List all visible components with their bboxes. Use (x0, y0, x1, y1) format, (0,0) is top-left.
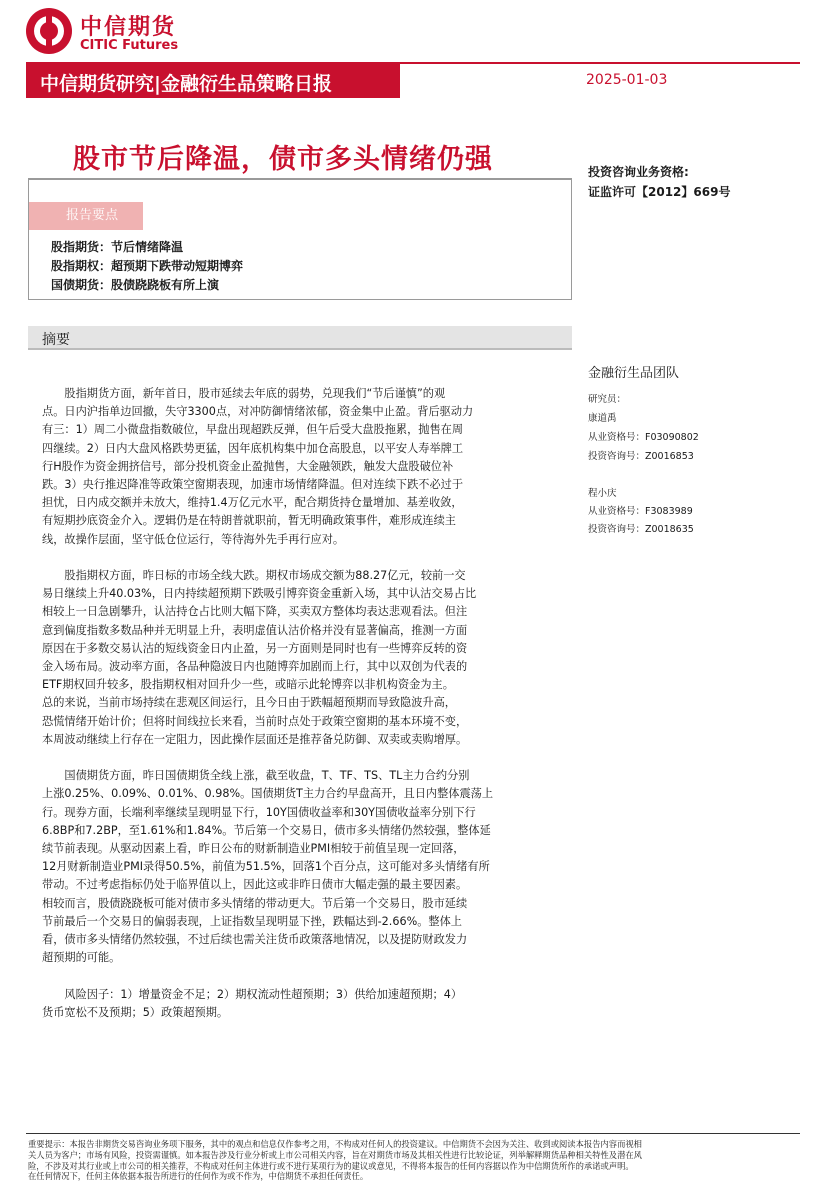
body-text-line: 超预期的可能。 (42, 951, 121, 965)
body-text-line: ETF期权回升较多，股指期权相对回升少一些，或暗示此轮博弈以非机构资金为主。 (42, 678, 454, 692)
team-line: 从业资格号：F3083989 (588, 506, 693, 517)
team-line: 从业资格号：F03090802 (588, 432, 699, 443)
key-points-box (28, 178, 572, 300)
body-text-line: 有短期抄底资金介入。逻辑仍是在特朗普就职前，暂无明确政策事件，难形成连续主 (42, 514, 456, 528)
body-text-line: 风险因子：1）增量资金不足；2）期权流动性超预期；3）供给加速超预期；4） (42, 987, 463, 1001)
report-date: 2025-01-03 (586, 72, 668, 88)
key-point-index-options: 股指期权：超预期下跌带动短期博弈 (51, 259, 244, 273)
body-text-line: 国债期货方面，昨日国债期货全线上涨，截至收盘，T、TF、TS、TL主力合约分别 (42, 769, 470, 783)
footer-divider (26, 1133, 800, 1134)
body-text-line: 有三：1）周二小微盘指数破位，早盘出现超跌反弹，但午后受大盘股拖累，抛售在周 (42, 423, 464, 437)
body-text-line: 相较上一日急剧攀升，认沽持仓占比则大幅下降，买卖双方整体均表达悲观看法。但注 (42, 605, 468, 619)
body-text-line: 货币宽松不及预期；5）政策超预期。 (42, 1005, 229, 1019)
body-text-line: 6.8BP和7.2BP，至1.61%和1.84%。节后第一个交易日，债市多头情绪仍然较强，整体延 (42, 823, 491, 837)
abstract-header (28, 326, 572, 350)
body-text-line: 行。现券方面，长端利率继续呈现明显下行，10Y国债收益率和30Y国债收益率分别下行 (42, 805, 476, 819)
body-text-line: 股指期权方面，昨日标的市场全线大跌。期权市场成交额为88.27亿元，较前一交 (42, 569, 466, 582)
team-line: 研究员： (588, 394, 627, 405)
body-text-line: 股指期货方面，新年首日，股市延续去年底的弱势，兑现我们“节后谨慎”的观 (42, 387, 446, 400)
body-text-line: 点。日内沪指单边回撤，失守3300点，对冲防御情绪浓郁，资金集中止盈。背后驱动力 (42, 405, 474, 419)
body-text-line: 上涨0.25%、0.09%、0.01%、0.98%。国债期货T主力合约早盘高开，且日内整体震荡上 (42, 787, 494, 801)
body-text-line: 续节前表现。从驱动因素上看，昨日公布的财新制造业PMI相较于前值呈现一定回落， (42, 842, 465, 855)
body-text-line: 担忧，日内成交额并未放大，维持1.4万亿元水平，配合期货持仓量增加、基差收敛， (42, 496, 463, 510)
logo-mark-bar (46, 14, 52, 48)
abstract-label: 摘要 (42, 332, 70, 348)
body-text-line: 恐慌情绪开始计价；但将时间线拉长来看，当前时点处于政策空窗期的基本环境不变， (42, 714, 468, 728)
body-text-line: 带动。不过考虑指标仍处于临界值以上，因此这或非昨日债市大幅走强的最主要因素。 (42, 878, 468, 892)
team-line: 康道禹 (588, 413, 617, 424)
report-series-title: 中信期货研究|金融衍生品策略日报 (40, 73, 332, 95)
body-text-line: 看，债市多头情绪仍然较强，不过后续也需关注货币政策落地情况，以及提防财政发力 (42, 933, 468, 946)
disclaimer-line: 险，不涉及对其行业或上市公司的相关推荐，不构成对任何主体进行或不进行某项行为的建议或意见，不得将本报告的任何内容据以作为中信期货所作的承诺或声明。 (28, 1160, 634, 1171)
body-text-line: 12月财新制造业PMI录得50.5%，前值为51.5%，回落1个百分点，这可能对多头情绪有所 (42, 860, 490, 874)
body-text-line: 节前最后一个交易日的偏弱表现，上证指数呈现明显下挫，跌幅达到-2.66%。整体上 (42, 914, 462, 928)
body-text-line: 易日继续上升40.03%，日内持续超预期下跌吸引博弈资金重新入场，其中认沽交易占比 (42, 587, 477, 601)
qualification-label: 投资咨询业务资格: (588, 165, 689, 179)
body-text-line: 金入场布局。波动率方面，各品种隐波日内也随博弈加剧而上行，其中以双创为代表的 (42, 660, 468, 673)
team-line: 程小庆 (588, 488, 617, 499)
body-text-line: 原因在于多数交易认沽的短线资金日内止盈，另一方面则是同时也有一些博弈反转的资 (42, 641, 468, 655)
body-text-line: 四继续。2）日内大盘风格跌势更猛，因年底机构集中加仓高股息，以平安人寿举牌工 (42, 441, 464, 455)
body-text-line: 本周波动继续上行存在一定阻力，因此操作层面还是推荐备兑防御、双卖或卖购增厚。 (42, 732, 468, 746)
key-points-tab: 报告要点 (41, 202, 143, 230)
team-line: 投资咨询号：Z0018635 (588, 524, 694, 535)
brand-name-cn: 中信期货 (80, 15, 177, 40)
body-text-line: 意到偏度指数多数品种并无明显上升，表明虚值认沽价格并没有显著偏高，推测一方面 (42, 623, 468, 637)
report-title: 股市节后降温，债市多头情绪仍强 (73, 144, 493, 175)
key-point-treasury-futures: 国债期货：股债跷跷板有所上演 (51, 278, 220, 292)
disclaimer-line: 重要提示：本报告非期货交易咨询业务项下服务，其中的观点和信息仅作参考之用，不构成对任何人的投资建议。中信期货不会因为关注、收到或阅读本报告内容而视相 (28, 1139, 642, 1149)
team-title: 金融衍生品团队 (588, 366, 680, 381)
disclaimer-line: 在任何情况下，任何主体依据本报告所进行的任何作为或不作为，中信期货不承担任何责任。 (28, 1171, 369, 1182)
citic-futures-logo (26, 8, 196, 54)
qualification-block (588, 162, 730, 202)
report-series-banner (26, 64, 400, 98)
body-text-line: 线，故操作层面，坚守低仓位运行，等待海外先手再行应对。 (42, 532, 345, 546)
body-text-line: 跌。3）央行推迟降准等政策空窗期表现，加速市场情绪降温。但对连续下跌不必过于 (42, 478, 464, 491)
qualification-license: 证监许可【2012】669号 (588, 185, 731, 199)
body-text-line: 总的来说，当前市场持续在悲观区间运行，且今日由于跌幅超预期而导致隐波升高， (42, 696, 456, 710)
disclaimer-line: 关人员为客户；市场有风险，投资需谨慎。如本报告涉及行业分析或上市公司相关内容，旨在对期货市场及其相关性进行比较论证，列举解释期货品种相关特性及潜在风 (28, 1149, 642, 1160)
key-point-index-futures: 股指期货：节后情绪降温 (51, 240, 184, 254)
body-text-line: 相较而言，股债跷跷板可能对债市多头情绪的带动更大。节后第一个交易日，股市延续 (42, 896, 468, 910)
body-text-line: 行H股作为资金拥挤信号，部分投机资金止盈抛售，大金融领跌，触发大盘股破位补 (42, 459, 454, 473)
team-line: 投资咨询号：Z0016853 (588, 451, 694, 462)
brand-name-en: CITIC Futures (80, 38, 179, 53)
